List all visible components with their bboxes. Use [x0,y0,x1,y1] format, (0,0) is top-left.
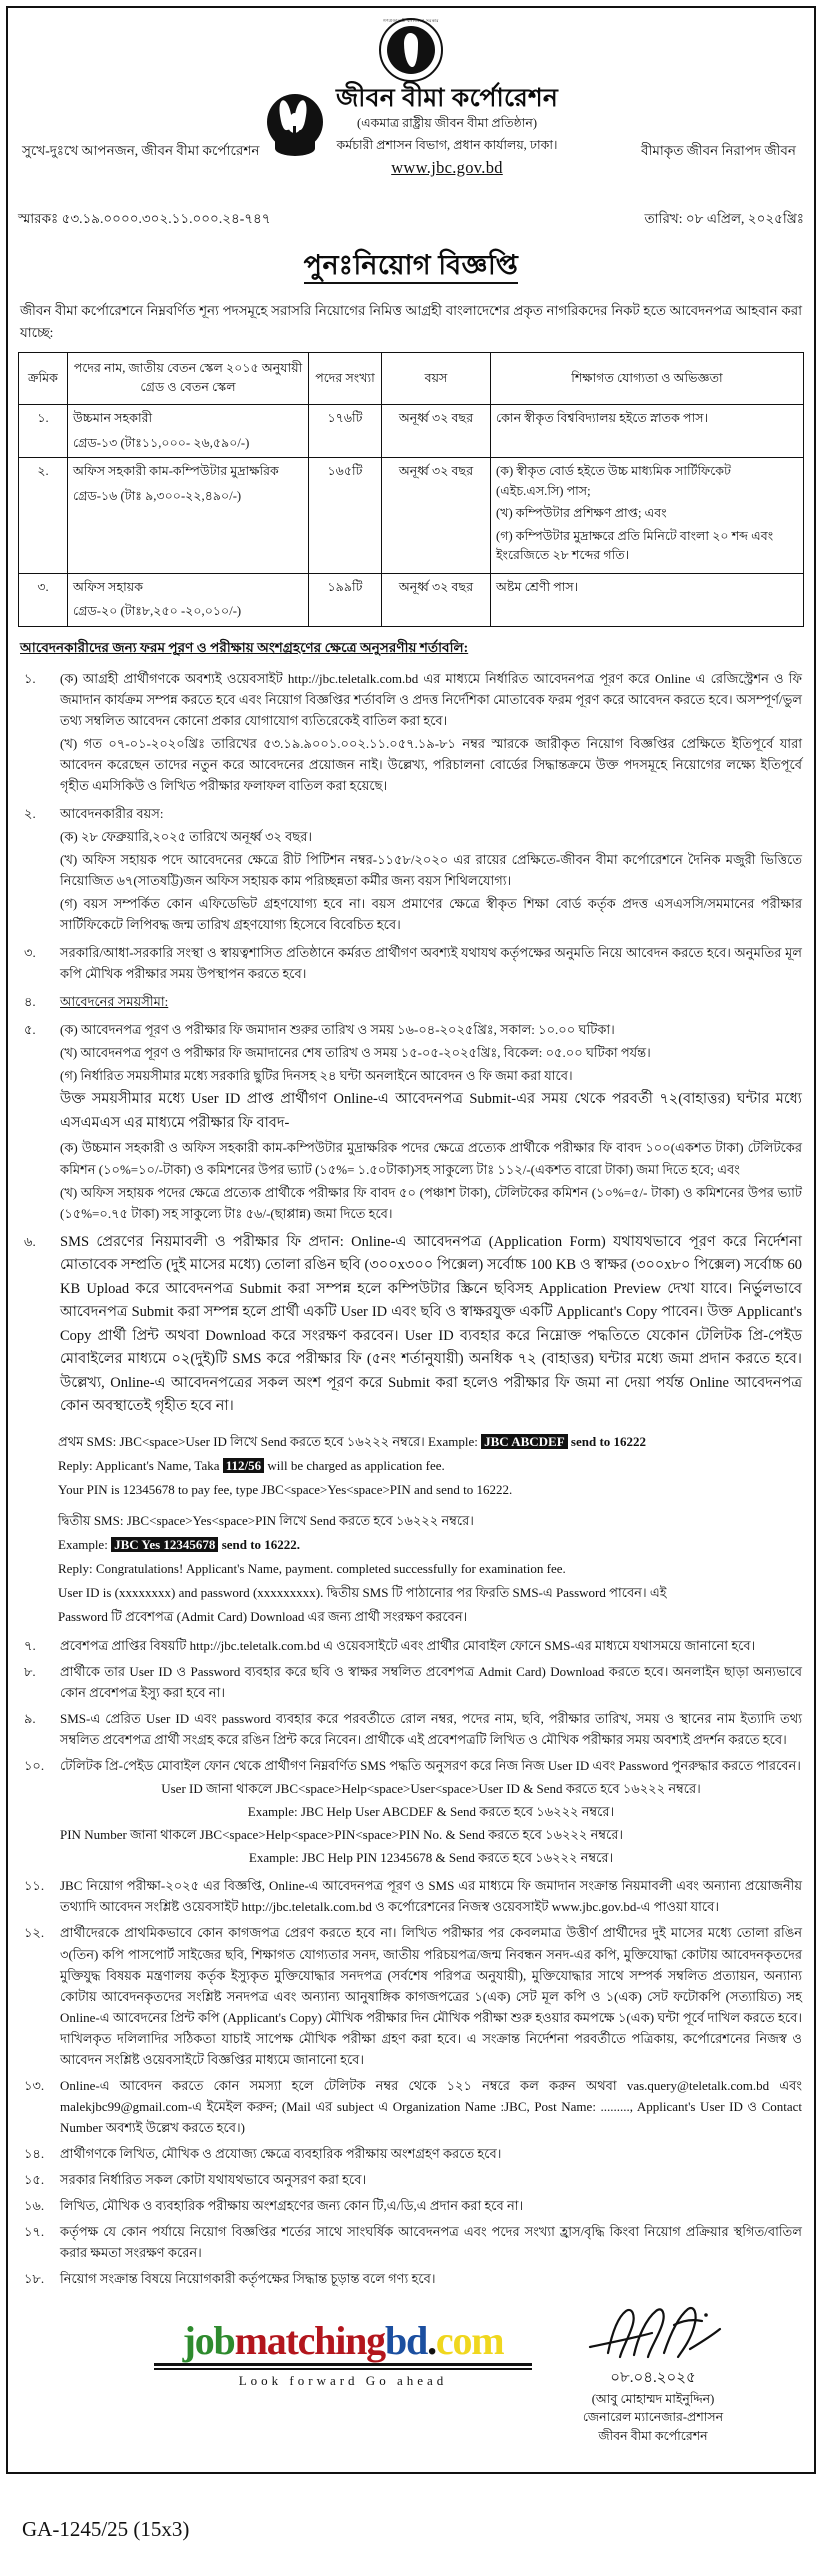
organization-website-link[interactable]: www.jbc.gov.bd [391,157,503,177]
clause-body: নিয়োগ সংক্রান্ত বিষয়ে নিয়োগকারী কর্তৃপক্ষের সিদ্ধান্ত চূড়ান্ত বলে গণ্য হবে। [60,2271,436,2287]
table-header-row [19,352,804,404]
watermark-tagline: Look forward Go ahead [238,2373,448,2389]
sms-reply-amount-highlight: 112/56 [223,1458,264,1473]
clause-para: SMS প্রেরণের নিয়মাবলী ও পরীক্ষার ফি প্রদান: Online-এ আবেদনপত্র (Application Form) যথাযথভাবে পূরণ করে নির্দেশনা মোতাবেক সম্প্রতি (দুই মাসের মধ্যে) তোলা রঙিন ছবি (৩০০x৩০০ পিক্সেল) সর্বোচ্চ 100 KB ও স্বাক্ষর (৩০০x৮০ পিক্সেল) সর্বোচ্চ 60 KB Upload করে আবেদনপত্র Submit করা সম্পন্ন হলে কম্পিউটার স্ক্রিনে ছবিসহ Application Preview দেখা যাবে। নির্ভুলভাবে আবেদনপত্র Submit করা সম্পন্ন হলে প্রার্থী একটি User ID এবং ছবি ও স্বাক্ষরযুক্ত একটি Applicant's Copy পাবেন। উক্ত Applicant's Copy প্রার্থী প্রিন্ট অথবা Download করে সংরক্ষণ করবেন। User ID ব্যবহার করে নিম্নোক্ত পদ্ধতিতে যেকোন টেলিটক প্রি-পেইড মোবাইলের মাধ্যমে ০২(দুই)টি SMS করে পরীক্ষার ফি (৫নং শর্তানুযায়ী) অনধিক ৭২ (বাহাত্তর) ঘন্টার মধ্যে জমা প্রদান করতে হবে। উল্লেখ্য, Online-এ আবেদনপত্রের সকল অংশ পূরণ করে Submit করা হলেও পরীক্ষার ফি জমা না দেয়া পর্যন্ত Online আবেদনপত্র কোন অবস্থাতেই গৃহীত হবে না। [60,1233,802,1415]
watermark-wordmark [148,2318,538,2364]
row-serial: ২. [19,458,68,574]
ga-code: GA-1245/25 (15x3) [22,2517,190,2541]
row-count: ১৯৯টি [309,573,382,626]
clause-2 [20,803,802,937]
clause-5 [20,1019,802,1225]
document-footer [18,2303,804,2471]
signer-organization: জীবন বীমা কর্পোরেশন [598,2429,708,2444]
clause-10 [20,1755,802,1870]
watermark-rule-top [154,2363,532,2366]
conditions-list [18,668,804,1421]
organization-department: কর্মচারী প্রশাসন বিভাগ, প্রধান কার্যালয়, ঢাকা। [336,137,558,152]
conditions-list-tail [18,1635,804,2289]
clause-number: ১৮. [24,2271,45,2287]
table-row [19,458,804,574]
clause-sub: User ID জানা থাকলে JBC<space>Help<space>User<space>User ID & Send করতে হবে ১৬২২২ নম্বরে। [161,1781,701,1797]
clause-body [60,1231,802,1421]
clause-3 [20,942,802,986]
clause-number: ১. [24,670,36,686]
clause-para: (গ) বয়স সম্পর্কিত কোন এফিডেভিট গ্রহণযোগ্য হবে না। বয়স প্রমাণের ক্ষেত্রে স্বীকৃত শিক্ষা বোর্ড কর্তৃক প্রদত্ত এসএসসি/সমমানের পরীক্ষার সার্টিফিকেটে লিপিবদ্ধ জন্ম তারিখ গ্রহণযোগ্য হিসেবে বিবেচিত হবে। [60,896,802,933]
clause-body [60,1755,802,1870]
clause-4 [20,991,802,1014]
fee-note-item: (ক) উচ্চমান সহকারী ও অফিস সহকারী কাম-কম্পিউটার মুদ্রাক্ষরিক পদের ক্ষেত্রে প্রত্যেক প্রার্থীকে পরীক্ষার ফি বাবদ ১০০(একশত টাকা) টেলিটকের কমিশন (১০%=১০/-টাকা) ও কমিশনের উপর ভ্যাট (১৫%= ১.৫০টাকা)সহ সাকুল্যে টাঃ ১১২/-(একশত বারো টাকা) জমা দিতে হবে; এবং [60,1140,802,1177]
sms-first-prefix: প্রথম SMS: JBC<space>User ID লিখে Send করতে হবে ১৬২২২ নম্বরে। Example: [58,1433,482,1449]
signature-block [538,2303,768,2446]
sms-reply-suffix: will be charged as application fee. [264,1457,445,1473]
clause-body: প্রার্থীকে তার User ID ও Password ব্যবহার করে ছবি ও স্বাক্ষর সম্বলিত প্রবেশপত্র Admit Card) Download করতে হবে। অনলাইন ছাড়া অন্যভাবে কোন প্রবেশপত্র ইস্যু করা হবে না। [60,1663,802,1700]
clause-11 [20,1875,802,1917]
row-qualification [491,573,804,626]
clause-body: সরকার নির্ধারিত সকল কোটা যথাযথভাবে অনুসরণ করা হবে। [60,2171,367,2187]
clause-sub: PIN Number জানা থাকলে JBC<space>Help<space>PIN<space>PIN No. & Send করতে হবে ১৬২২২ নম্বরে। [60,1827,624,1843]
conditions-heading: আবেদনকারীদের জন্য ফরম পূরণ ও পরীক্ষায় অংশগ্রহণের ক্ষেত্রে অনুসরণীয় শর্তাবলি: [20,639,469,655]
row-qualification [491,458,804,574]
memo-number: স্মারকঃ ৫৩.১৯.০০০০.৩০২.১১.০০০.২৪-৭৪৭ [18,210,271,226]
sms-instructions-second [58,1510,804,1627]
sms-second-example-suffix: send to 16222. [218,1536,301,1552]
clause-body [60,1019,802,1225]
clause-12 [20,1922,802,2069]
post-name: উচ্চমান সহকারী [73,411,153,425]
clause-body: প্রার্থীদেরকে প্রাথমিকভাবে কোন কাগজপত্র প্রেরণ করতে হবে না। লিখিত পরীক্ষার পর কেবলমাত্র উত্তীর্ণ প্রার্থীদের দুই মাসের মধ্যে তোলা রঙিন ৩(তিন) কপি পাসপোর্ট সাইজের ছবি, শিক্ষাগত যোগ্যতার সনদ, জাতীয় পরিচয়পত্র/জন্ম নিবন্ধন সনদ-এর কপি, মুক্তিযোদ্ধা কোটায় আবেদনকৃতদের মুক্তিযুদ্ধ বিষয়ক মন্ত্রণালয় কর্তৃক ইস্যুকৃত মুক্তিযোদ্ধার সনদপত্র (সর্বশেষ পরিপত্র অনুযায়ী), মুক্তিযোদ্ধার সাথে সম্পর্ক সম্বলিত প্রত্যায়ন, অন্যান্য কোটায় আবেদনকৃতদের সংশ্লিষ্ট সনদপত্র এবং অন্যান্য আনুষাঙ্গিক কাগজপত্রের ১(এক) সেট মূল কপি ও ১(এক) সেট ফটোকপি (সত্যায়িত) সহ Online-এ আবেদনের প্রিন্ট কপি (Applicant's Copy) মৌখিক পরীক্ষার দিন মৌখিক পরীক্ষা শুরু হওয়ার কমপক্ষে ১(এক) ঘন্টা পূর্বে দাখিল করতে হবে। দাখিলকৃত দলিলাদির সঠিকতা যাচাই সাপেক্ষ মৌখিক পরীক্ষা গ্রহণ করা হবে। এ সংক্রান্ত নির্দেশনা পরবর্তীতে পত্রিকায়, কর্পোরেশনের নিজস্ব ও আবেদন সংশ্লিষ্ট ওয়েবসাইটে বিজ্ঞপ্তির মাধ্যমে জানানো হবে। [60,1925,802,2067]
sms-first-suffix: send to 16222 [567,1433,647,1449]
col-serial: ক্রমিক [19,352,68,404]
row-count: ১৭৬টি [309,405,382,458]
clause-body: Online-এ আবেদন করতে কোন সমস্যা হলে টেলিটক নম্বর থেকে ১২১ নম্বরে কল করুন অথবা vas.query@teletalk.com.bd এবং malekjbc99@gmail.com-এ ইমেইল করুন; (Mail এর subject এ Organization Name :JBC, Post Name: ........., Applicant's User ID ও Contact Number অবশ্যই উল্লেখ করতে হবে।) [60,2077,802,2135]
clause-1 [20,668,802,798]
col-age: বয়স [382,352,491,404]
col-post-count: পদের সংখ্যা [309,352,382,404]
sms-first-line [58,1431,804,1452]
sms-second-example-prefix: Example: [58,1536,112,1552]
clause-8 [20,1661,802,1703]
watermark-part-com: com [435,2318,504,2364]
clause-number: ১২. [24,1925,45,1941]
jobmatchingbd-watermark-logo [148,2318,538,2389]
slogan-left: সুখে-দুঃখে আপনজন, জীবন বীমা কর্পোরেশন [22,142,260,158]
row-age: অনূর্ধ্ব ৩২ বছর [382,573,491,626]
clause-number: ৭. [24,1637,36,1653]
clause-number: ৪. [24,994,36,1010]
clause-18 [20,2268,802,2289]
clause-body: লিখিত, মৌখিক ও ব্যবহারিক পরীক্ষায় অংশগ্রহণের জন্য কোন টি,এ/ডি,এ প্রদান করা হবে না। [60,2198,524,2214]
handwritten-signature-icon [578,2303,728,2373]
clause-number: ১৩. [24,2077,45,2093]
clause-para: টেলিটক প্রি-পেইড মোবাইল ফোন থেকে প্রার্থীগণ নিম্নবর্ণিত SMS পদ্ধতি অনুসরণ করে নিজ নিজ User ID এবং Password পুনরুদ্ধার করতে পারবেন। [60,1758,801,1774]
clause-number: ১৪. [24,2145,45,2161]
sms-second-userid: User ID is (xxxxxxxx) and password (xxxxxxxxx). দ্বিতীয় SMS টি পাঠানোর পর ফিরতি SMS-এ Password পাবেন। এই [58,1584,667,1600]
clause-para: (ক) আবেদনপত্র পূরণ ও পরীক্ষার ফি জমাদান শুরুর তারিখ ও সময় ১৬-০৪-২০২৫খ্রিঃ, সকাল: ১০.০০ ঘটিকা। [60,1022,615,1038]
qualification-item: (ক) স্বীকৃত বোর্ড হইতে উচ্চ মাধ্যমিক সার্টিফিকেট (এইচ.এস.সি) পাস; [496,464,731,498]
sms-second-line: দ্বিতীয় SMS: JBC<space>Yes<space>PIN লিখে Send করতে হবে ১৬২২২ নম্বরে। [58,1512,474,1528]
signer-name: (আবু মোহাম্মদ মাইনুদ্দিন) [591,2391,715,2406]
watermark-part-job: job [182,2318,235,2364]
post-grade: গ্রেড-২০ (টাঃ৮,২৫০ -২০,০১০/-) [73,604,242,619]
sms-reply-prefix: Reply: Applicant's Name, Taka [58,1457,223,1473]
watermark-part-matching: matching [234,2318,385,2364]
slogan-right: বীমাকৃত জীবন নিরাপদ জীবন [640,142,796,158]
sms-first-reply [58,1455,804,1476]
clause-number: ৬. [24,1233,36,1249]
clause-para: সরকারি/আধা-সরকারি সংস্থা ও স্বায়ত্বশাসিত প্রতিষ্ঠানে কর্মরত প্রার্থীগণ অবশ্যই যথাযথ কর্তৃপক্ষের অনুমতি নিয়ে আবেদন করতে হবে। অনুমতির মূল কপি মৌখিক পরীক্ষার সময় উপস্থাপন করতে হবে। [60,945,802,982]
clause-9 [20,1708,802,1750]
clause-6 [20,1231,802,1421]
clause-number: ১৭. [24,2224,45,2240]
organization-name: জীবন বীমা কর্পোরেশন [335,84,559,112]
clause-number: ১৬. [24,2198,45,2214]
clause-body: প্রবেশপত্র প্রাপ্তির বিষয়টি http://jbc.teletalk.com.bd এ ওয়েবসাইটে এবং প্রার্থীর মোবাইল ফোনে SMS-এর মাধ্যমে যথাসময়ে জানানো হবে। [60,1637,756,1653]
sms-first-pin-line: Your PIN is 12345678 to pay fee, type JBC<space>Yes<space>PIN and send to 16222. [58,1481,513,1497]
col-qualification: শিক্ষাগত যোগ্যতা ও অভিজ্ঞতা [491,352,804,404]
clause-para: (খ) আবেদনপত্র পূরণ ও পরীক্ষার ফি জমাদানের শেষ তারিখ ও সময় ১৫-০৫-২০২৫খ্রিঃ, বিকেল: ০৫.০০ ঘটিকা পর্যন্ত। [60,1045,651,1061]
clause-body: SMS-এ প্রেরিত User ID এবং password ব্যবহার করে পরবর্তীতে রোল নম্বর, পদের নাম, ছবি, পরীক্ষার তারিখ, সময় ও স্থানের নাম ইত্যাদি তথ্য সম্বলিত প্রবেশপত্র প্রার্থী সংগ্রহ করে রঙিন প্রিন্ট করে নিবেন। প্রার্থীকে এই প্রবেশপত্রটি লিখিত ও মৌখিক পরীক্ষার সময় অবশ্যই প্রদর্শন করতে হবে। [60,1711,802,1748]
fee-note-lead: উক্ত সময়সীমার মধ্যে User ID প্রাপ্ত প্রার্থীগণ Online-এ আবেদনপত্র Submit-এর সময় থেকে পরবর্তী ৭২(বাহাত্তর) ঘন্টার মধ্যে এসএমএস এর মাধ্যমে পরীক্ষার ফি বাবদ- [60,1091,802,1131]
clause-para: (খ) অফিস সহায়ক পদে আবেদনের ক্ষেত্রে রীট পিটিশন নম্বর-১১৫৮/২০২০ এর রায়ের প্রেক্ষিতে-জীবন বীমা কর্পোরেশনে দৈনিক মজুরী ভিত্তিতে নিয়োজিত ৬৭(সাতষট্টি)জন অফিস সহায়ক কাম পরিচ্ছন্নতা কর্মীর জন্য বয়স শিথিলযোগ্য। [60,852,802,889]
clause-body [60,803,802,937]
clause-number: ১০. [24,1758,45,1774]
memo-date: তারিখ: ০৮ এপ্রিল, ২০২৫খ্রিঃ [644,210,804,226]
page-title-text: পুনঃনিয়োগ বিজ্ঞপ্তি [304,250,519,284]
clause-number: ২. [24,805,36,821]
sms-first-example-highlight: JBC ABCDEF [481,1434,568,1449]
qualification-item: (গ) কম্পিউটার মুদ্রাক্ষরে প্রতি মিনিটে বাংলা ২০ শব্দ এবং ইংরেজিতে ২৮ শব্দের গতি। [496,528,774,563]
row-post [68,573,309,626]
clause-body [60,991,802,1014]
intro-paragraph: জীবন বীমা কর্পোরেশনে নিম্নবর্ণিত শূন্য পদসমূহে সরাসরি নিয়োগের নিমিত্ত আগ্রহী বাংলাদেশের প্রকৃত নাগরিকদের নিকট হতে আবেদনপত্র আহবান করা যাচ্ছে: [20,302,802,340]
emblem-ring-text: গণপ্রজাতন্ত্রী বাংলাদেশ সরকার [382,18,439,23]
clause-para: (খ) গত ০৭-০১-২০২০খ্রিঃ তারিখের ৫৩.১৯.৯০০১.০০২.১১.০৫৭.১৯-৮১ নম্বর স্মারকে জারীকৃত নিয়োগ বিজ্ঞপ্তির প্রেক্ষিতে ইতিপূর্বে যারা আবেদন করেছেন তাদের নতুন করে আবেদনের প্রয়োজন নাই। উল্লেখ্য, পরিচালনা বোর্ডের সিদ্ধান্তক্রমে উক্ত পদসমূহে নিয়োগের লক্ষ্যে ইতিপূর্বে গৃহীত এমসিকিউ ও লিখিত পরীক্ষার ফলাফল বাতিল করা হয়েছে। [60,735,802,793]
signer-title: জেনারেল ম্যানেজার-প্রশাসন [582,2410,724,2425]
clause-number: ৮. [24,1663,36,1679]
table-row [19,405,804,458]
row-qualification [491,405,804,458]
bangladesh-government-emblem-icon [379,18,443,82]
clause-number: ১১. [24,1878,45,1894]
post-name: অফিস সহায়ক [73,579,143,594]
clause-number: ১৫. [24,2171,45,2187]
clause-14 [20,2143,802,2164]
post-grade: গ্রেড-১৩ (টাঃ১১,০০০- ২৬,৫৯০/-) [73,435,250,450]
clause-body: প্রার্থীগণকে লিখিত, মৌখিক ও প্রযোজ্য ক্ষেত্রে ব্যবহারিক পরীক্ষায় অংশগ্রহণ করতে হবে। [60,2145,502,2161]
posts-table [18,352,804,627]
clause-body [60,942,802,986]
clause-body: কর্তৃপক্ষ যে কোন পর্যায়ে নিয়োগ বিজ্ঞপ্তির শর্তের সাথে সাংঘর্ষিক আবেদনপত্র এবং পদের সংখ্যা হ্রাস/বৃদ্ধি কিংবা নিয়োগ প্রক্রিয়ার স্থগিত/বাতিল করার ক্ষমতা সংরক্ষণ করেন। [60,2224,802,2261]
clause-body [60,668,802,798]
clause-17 [20,2221,802,2263]
table-row [19,573,804,626]
document-header [18,18,804,231]
row-count: ১৬৫টি [309,458,382,574]
clause-13 [20,2075,802,2138]
clause-number: ৫. [24,1022,36,1038]
sms-second-example-highlight: JBC Yes 12345678 [111,1537,218,1552]
clause-para: আবেদনকারীর বয়স: [60,805,164,821]
clause-para: আবেদনের সময়সীমা: [60,994,169,1010]
clause-sub: Example: JBC Help PIN 12345678 & Send করতে হবে ১৬২২২ নম্বরে। [248,1850,614,1866]
watermark-part-bd: bd [384,2318,428,2364]
clause-16 [20,2195,802,2216]
sms-second-example [58,1534,804,1555]
organization-subtitle: (একমাত্র রাষ্ট্রীয় জীবন বীমা প্রতিষ্ঠান) [356,115,538,130]
clause-para: (গ) নির্ধারিত সময়সীমার মধ্যে সরকারি ছুটির দিনসহ ২৪ ঘন্টা অনলাইনে আবেদন ও ফি জমা করা যাবে। [60,1068,573,1084]
clause-15 [20,2169,802,2190]
watermark-part-dot: . [427,2318,436,2364]
qualification-item: অষ্টম শ্রেণী পাস। [496,579,579,594]
row-serial: ১. [19,405,68,458]
clause-number: ৩. [24,945,36,961]
page-title [18,245,804,290]
sms-second-password: Password টি প্রবেশপত্র (Admit Card) Download এর জন্য প্রার্থী সংরক্ষণ করবেন। [58,1608,468,1624]
clause-number: ৯. [24,1711,36,1727]
jbc-flame-logo-icon [264,94,326,158]
col-post-name: পদের নাম, জাতীয় বেতন স্কেল ২০১৫ অনুযায়ী গ্রেড ও বেতন স্কেল [68,352,309,404]
fee-note-item: (খ) অফিস সহায়ক পদের ক্ষেত্রে প্রত্যেক প্রার্থীকে পরীক্ষার ফি বাবদ ৫০ (পঞ্চাশ টাকা), টেলিটকের কমিশন (১০%=৫/- টাকা) ও কমিশনের উপর ভ্যাট (১৫%=০.৭৫ টাকা) সহ সাকুল্যে টাঃ ৫৬/-(ছাপ্পান্ন) জমা দিতে হবে। [60,1184,802,1221]
post-grade: গ্রেড-১৬ (টাঃ ৯,৩০০-২২,৪৯০/-) [73,488,242,503]
clause-body: JBC নিয়োগ পরীক্ষা-২০২৫ এর বিজ্ঞপ্তি, Online-এ আবেদনপত্র পূরণ ও SMS এর মাধ্যমে ফি জমাদান সংক্রান্ত নিয়মাবলী এবং অন্যান্য প্রয়োজনীয় তথ্যাদি আবেদন সংশ্লিষ্ট ওয়েবসাইট http://jbc.teletalk.com.bd ও কর্পোরেশনের নিজস্ব ওয়েবসাইট www.jbc.gov.bd-এ পাওয়া যাবে। [60,1878,802,1915]
clause-para: (ক) আগ্রহী প্রার্থীগণকে অবশ্যই ওয়েবসাইট http://jbc.teletalk.com.bd এর মাধ্যমে নির্ধারিত আবেদনপত্র পূরণ করে Online এ রেজিস্ট্রেশন ও ফি জমাদান কার্যক্রম সম্পন্ন করতে হবে এবং নিয়োগ বিজ্ঞপ্তির শর্তাবলি ও প্রদত্ত নির্দেশিকা মোতাবেক ফরম পূরণ করে আবেদন করতে হবে। অসম্পূর্ণ/ভুল তথ্য সম্বলিত আবেদন কোনো প্রকার যোগাযোগ ব্যতিরেকেই বাতিল করা হবে। [60,670,802,728]
clause-sub: Example: JBC Help User ABCDEF & Send করতে হবে ১৬২২২ নম্বরে। [247,1804,615,1820]
row-post [68,458,309,574]
clause-para: (ক) ২৮ ফেব্রুয়ারি,২০২৫ তারিখে অনূর্ধ্ব ৩২ বছর। [60,828,313,844]
post-name: অফিস সহকারী কাম-কম্পিউটার মুদ্রাক্ষরিক [73,464,279,479]
sms-instructions-first [58,1431,804,1500]
clause-7 [20,1635,802,1656]
qualification-item: (খ) কম্পিউটার প্রশিক্ষণ প্রাপ্ত; এবং [496,506,667,521]
watermark-rule-bottom [154,2368,532,2370]
signature-date: ০৮.০৪.২০২৫ [610,2370,696,2387]
row-serial: ৩. [19,573,68,626]
sms-second-reply: Reply: Congratulations! Applicant's Name, payment. completed successfully for examination fee. [58,1560,566,1576]
row-age: অনূর্ধ্ব ৩২ বছর [382,458,491,574]
row-age: অনূর্ধ্ব ৩২ বছর [382,405,491,458]
row-post [68,405,309,458]
qualification-item: কোন স্বীকৃত বিশ্ববিদ্যালয় হইতে স্নাতক পাস। [496,411,709,425]
